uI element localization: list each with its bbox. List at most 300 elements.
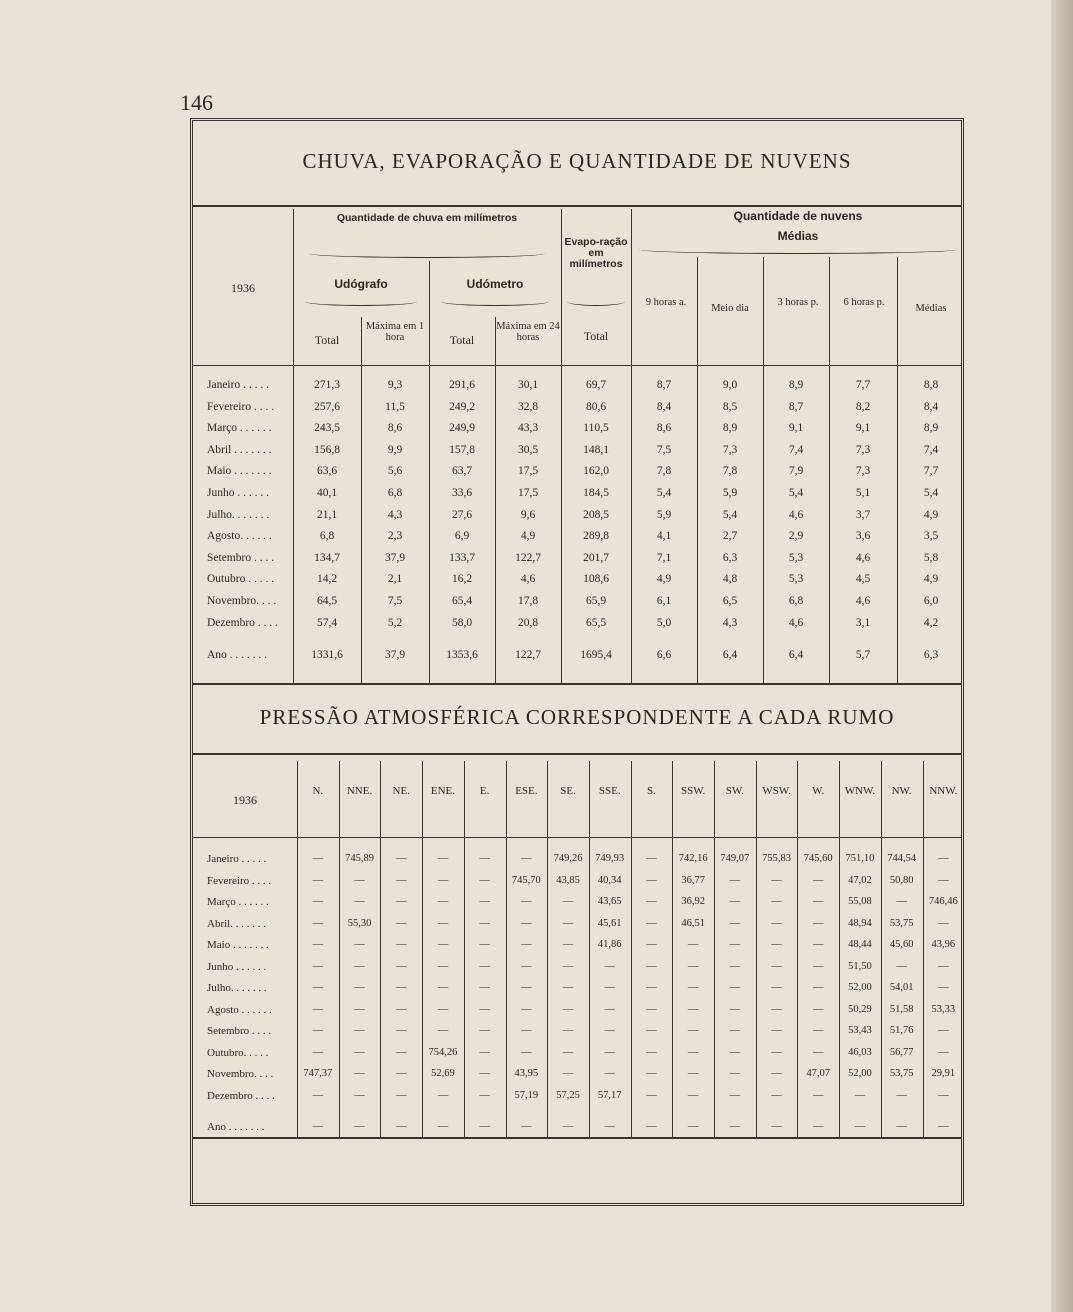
pressure-cell: 751,10 — [845, 853, 875, 864]
pressure-cell: — — [687, 960, 699, 972]
value-cell: 7,8 — [656, 465, 672, 478]
rain-table-title: CHUVA, EVAPORAÇÃO E QUANTIDADE DE NUVENS — [302, 149, 852, 173]
pressure-cell: — — [395, 853, 407, 864]
value-cell: 6,6 — [656, 649, 672, 661]
value-cell: 4,3 — [387, 508, 403, 521]
pressure-col-divider — [464, 761, 465, 1137]
row-label: Agosto . . . . . . — [207, 1003, 272, 1016]
value-cell: 122,7 — [515, 649, 541, 661]
pressure-cell: 43,96 — [931, 939, 956, 950]
pressure-cell: — — [562, 1025, 574, 1036]
row-label: Junho . . . . . . — [207, 487, 269, 499]
clouds-sub-header: Médias — [777, 229, 819, 243]
pressure-cell: — — [437, 960, 449, 972]
pressure-col-divider — [672, 761, 673, 1137]
pressure-cell: — — [354, 874, 365, 886]
row-label: Ano . . . . . . . — [207, 649, 268, 661]
value-cell: 7,1 — [656, 551, 672, 564]
pressure-cell: — — [312, 939, 324, 950]
value-cell: 33,6 — [451, 487, 473, 499]
value-cell: 8,9 — [923, 422, 939, 435]
value-cell: 6,5 — [722, 595, 738, 607]
pressure-cell: — — [812, 1121, 824, 1132]
pressure-cell: 52,00 — [848, 982, 872, 993]
direction-header: SE. — [560, 785, 576, 797]
pressure-cell: — — [395, 1003, 407, 1015]
value-cell: 69,7 — [585, 379, 607, 391]
value-cell: 4,2 — [923, 616, 939, 629]
row-label: Outubro. . . . . — [207, 1046, 269, 1059]
pressure-cell: 745,60 — [803, 853, 833, 864]
pressure-col-divider — [881, 761, 882, 1137]
col-3h: 3 horas p. — [777, 297, 819, 308]
value-cell: 7,8 — [722, 465, 738, 478]
pressure-cell: — — [729, 1121, 741, 1132]
pressure-cell: — — [646, 960, 657, 972]
pressure-cell: — — [646, 1003, 657, 1015]
value-cell: 32,8 — [517, 400, 539, 413]
pressure-col-divider — [923, 761, 924, 1137]
pressure-cell: — — [604, 1025, 615, 1036]
value-cell: 9,1 — [855, 422, 871, 435]
brace — [567, 297, 625, 306]
value-cell: 5,9 — [656, 508, 672, 521]
value-cell: 122,7 — [515, 551, 541, 564]
pressure-cell: — — [437, 917, 449, 929]
row-label: Março . . . . . . — [207, 896, 269, 908]
value-cell: 184,5 — [583, 487, 609, 499]
pressure-cell: — — [604, 982, 615, 993]
pressure-cell: — — [604, 960, 615, 972]
pressure-cell: 43,65 — [597, 896, 622, 907]
value-cell: 21,1 — [316, 508, 338, 521]
evaporation-header: Evapo-ração em milímetros — [564, 236, 628, 270]
pressure-cell: — — [604, 1003, 615, 1015]
col-noon: Meio dia — [711, 303, 749, 314]
col-max-24h: Máxima em 24 horas — [496, 321, 560, 343]
value-cell: 157,8 — [449, 443, 475, 456]
value-cell: 9,6 — [520, 508, 536, 521]
pressure-cell: — — [312, 874, 324, 886]
value-cell: 5,4 — [722, 508, 738, 521]
pressure-cell: — — [521, 1121, 532, 1132]
pressure-cell: — — [562, 1068, 574, 1079]
col-6h: 6 horas p. — [843, 297, 885, 308]
direction-header: NW. — [891, 785, 912, 797]
direction-header: WSW. — [762, 785, 791, 797]
pressure-cell: 57,25 — [556, 1089, 580, 1101]
value-cell: 80,6 — [585, 400, 607, 413]
pressure-cell: — — [354, 960, 365, 972]
pressure-cell: — — [312, 853, 324, 864]
pressure-cell: — — [687, 982, 699, 993]
value-cell: 2,7 — [722, 530, 738, 543]
pressure-cell: — — [562, 1046, 574, 1058]
pressure-cell: 43,85 — [556, 874, 580, 886]
value-cell: 5,7 — [855, 649, 871, 661]
pressure-cell: — — [771, 874, 782, 886]
pressure-cell: — — [729, 1068, 741, 1079]
pressure-cell: — — [938, 960, 949, 972]
pressure-cell: — — [312, 1003, 324, 1015]
pressure-cell: — — [395, 896, 407, 907]
pressure-cell: — — [896, 1121, 907, 1132]
value-cell: 6,8 — [319, 530, 335, 543]
value-cell: 2,9 — [788, 530, 804, 543]
value-cell: 6,9 — [454, 530, 470, 543]
pressure-cell: — — [938, 1089, 949, 1101]
pressure-cell: — — [395, 1089, 407, 1101]
value-cell: 16,2 — [451, 573, 473, 586]
pressure-cell: — — [896, 960, 907, 972]
pressure-cell: — — [938, 1046, 949, 1058]
pressure-cell: 754,26 — [428, 1046, 458, 1058]
value-cell: 8,9 — [788, 379, 804, 391]
value-cell: 5,9 — [722, 487, 738, 499]
value-cell: 134,7 — [314, 551, 340, 564]
direction-header: E. — [479, 785, 490, 797]
pressure-cell: — — [354, 1068, 365, 1079]
pressure-cell: — — [395, 1121, 407, 1132]
pressure-cell: — — [562, 917, 574, 929]
pressure-cell: — — [938, 982, 949, 993]
value-cell: 37,9 — [384, 551, 406, 564]
value-cell: 4,6 — [520, 573, 536, 586]
value-cell: 249,9 — [449, 422, 475, 435]
pressure-cell: — — [687, 1003, 699, 1015]
pressure-cell: — — [646, 1068, 657, 1079]
pressure-cell: — — [812, 1003, 824, 1015]
row-label: Outubro . . . . . — [207, 573, 275, 586]
pressure-cell: — — [771, 896, 782, 907]
row-label: Fevereiro . . . . — [207, 400, 275, 413]
pressure-cell: — — [771, 1003, 782, 1015]
pressure-cell: 52,69 — [431, 1068, 455, 1079]
direction-header: N. — [312, 785, 324, 797]
pressure-cell: — — [312, 1046, 324, 1058]
value-cell: 9,3 — [387, 379, 403, 391]
pressure-cell: 51,76 — [889, 1025, 914, 1036]
book-spine-edge — [1051, 0, 1073, 1312]
pressure-cell: — — [687, 1121, 699, 1132]
row-label: Julho. . . . . . . — [207, 508, 270, 521]
pressure-cell: — — [729, 960, 741, 972]
pressure-cell: 40,34 — [597, 874, 622, 886]
pressure-cell: 745,70 — [511, 874, 541, 886]
pressure-cell: — — [771, 1025, 782, 1036]
pressure-cell: — — [437, 1121, 449, 1132]
direction-header: NNW. — [929, 785, 958, 797]
value-cell: 4,6 — [855, 595, 871, 607]
pressure-cell: 53,43 — [848, 1025, 872, 1036]
pressure-cell: — — [771, 960, 782, 972]
value-cell: 5,1 — [855, 487, 871, 499]
pressure-cell: — — [562, 982, 574, 993]
value-cell: 7,3 — [855, 443, 871, 456]
pressure-cell: — — [687, 1068, 699, 1079]
value-cell: 14,2 — [316, 573, 338, 586]
pressure-col-divider — [422, 761, 423, 1137]
col-max-1h: Máxima em 1 hora — [365, 321, 425, 343]
pressure-cell: — — [479, 1003, 490, 1015]
row-label: Setembro . . . . — [207, 551, 275, 564]
row-label: Março . . . . . . — [207, 422, 272, 435]
value-cell: 7,5 — [656, 443, 672, 456]
pressure-cell: — — [812, 939, 824, 950]
value-cell: 63,7 — [451, 465, 473, 478]
value-cell: 6,8 — [788, 595, 804, 607]
pressure-cell: — — [812, 982, 824, 993]
value-cell: 1331,6 — [311, 649, 343, 661]
pressure-cell: — — [354, 1025, 365, 1036]
value-cell: 4,6 — [788, 508, 804, 521]
rain-quantity-header: Quantidade de chuva em milímetros — [336, 212, 518, 224]
value-cell: 7,7 — [923, 465, 939, 478]
row-label: Janeiro . . . . . — [207, 379, 269, 391]
pressure-cell: — — [312, 1025, 324, 1036]
direction-header: NNE. — [346, 785, 373, 797]
page-number: 146 — [180, 90, 213, 115]
pressure-cell: — — [395, 874, 407, 886]
pressure-cell: — — [687, 1025, 699, 1036]
pressure-cell: 48,94 — [848, 917, 872, 929]
pressure-cell: 744,54 — [887, 853, 917, 864]
pressure-cell: — — [729, 1025, 741, 1036]
pressure-cell: — — [771, 1121, 782, 1132]
row-label: Dezembro . . . . — [207, 616, 278, 629]
pressure-col-divider — [547, 761, 548, 1137]
pressure-cell: — — [646, 853, 657, 864]
pressure-cell: — — [521, 896, 532, 907]
value-cell: 43,3 — [517, 422, 539, 435]
pressure-cell: 50,29 — [848, 1003, 872, 1015]
pressure-cell: — — [646, 939, 657, 950]
pressure-cell: 57,17 — [597, 1089, 622, 1101]
value-cell: 110,5 — [583, 422, 609, 435]
pressure-cell: — — [729, 939, 741, 950]
rain-year-header: 1936 — [231, 281, 255, 295]
value-cell: 3,1 — [855, 616, 871, 629]
value-cell: 4,9 — [923, 508, 939, 521]
value-cell: 1353,6 — [446, 649, 478, 661]
brace — [639, 245, 957, 254]
pressure-cell: — — [521, 1046, 532, 1058]
value-cell: 291,6 — [449, 379, 475, 391]
rain-title-rule — [193, 205, 961, 207]
pressure-cell: 48,44 — [848, 939, 872, 950]
value-cell: 8,4 — [923, 400, 939, 413]
value-cell: 5,0 — [656, 616, 672, 629]
value-cell: 7,3 — [855, 465, 871, 478]
pressure-cell: 47,02 — [848, 874, 872, 886]
value-cell: 4,6 — [855, 551, 871, 564]
value-cell: 17,8 — [517, 595, 539, 607]
value-cell: 63,6 — [316, 465, 338, 478]
brace — [309, 249, 545, 258]
pressure-cell: — — [646, 917, 657, 929]
pressure-year-header: 1936 — [233, 793, 257, 807]
value-cell: 40,1 — [316, 487, 338, 499]
pressure-cell: — — [395, 917, 407, 929]
row-label: Novembro. . . . — [207, 595, 277, 607]
table-frame — [190, 118, 964, 1206]
value-cell: 8,4 — [656, 400, 672, 413]
value-cell: 4,6 — [788, 616, 804, 629]
value-cell: 17,5 — [517, 487, 539, 499]
value-cell: 6,4 — [788, 649, 804, 661]
col-averages: Médias — [915, 303, 947, 314]
pressure-cell: 54,01 — [889, 982, 914, 993]
value-cell: 58,0 — [451, 616, 473, 629]
pressure-col-divider — [631, 761, 632, 1137]
pressure-cell: — — [729, 874, 741, 886]
value-cell: 3,6 — [855, 530, 871, 543]
pressure-cell: 36,92 — [681, 896, 705, 907]
value-cell: 5,4 — [788, 487, 804, 499]
pressure-cell: 46,03 — [848, 1046, 872, 1058]
pressure-cell: — — [437, 1089, 449, 1101]
pressure-cell: — — [562, 960, 574, 972]
pressure-cell: — — [354, 1121, 365, 1132]
value-cell: 9,9 — [387, 443, 403, 456]
pressure-cell: — — [354, 896, 365, 907]
pressure-cell: — — [312, 1089, 324, 1101]
value-cell: 271,3 — [314, 379, 340, 391]
pressure-cell: 47,07 — [806, 1068, 831, 1079]
pressure-cell: — — [646, 874, 657, 886]
pressure-col-divider — [297, 761, 298, 1137]
row-label: Dezembro . . . . — [207, 1089, 275, 1102]
pressure-cell: — — [479, 896, 490, 907]
direction-header: W. — [812, 785, 825, 797]
pressure-cell: — — [687, 1046, 699, 1058]
row-label: Novembro. . . . — [207, 1068, 274, 1080]
pressure-cell: — — [562, 896, 574, 907]
pressure-col-divider — [589, 761, 590, 1137]
pressure-col-divider — [839, 761, 840, 1137]
pressure-col-divider — [506, 761, 507, 1137]
value-cell: 2,3 — [387, 530, 403, 543]
col-total: Total — [583, 329, 609, 343]
pressure-cell: — — [646, 1121, 657, 1132]
direction-header: ENE. — [430, 785, 455, 797]
value-cell: 3,5 — [923, 530, 939, 543]
pressure-cell: 45,60 — [889, 939, 914, 950]
pressure-cell: — — [938, 917, 949, 929]
pressure-cell: — — [395, 982, 407, 993]
pressure-bottom-rule — [193, 1137, 961, 1139]
value-cell: 133,7 — [449, 551, 475, 564]
value-cell: 4,9 — [923, 573, 939, 586]
pressure-col-divider — [797, 761, 798, 1137]
pressure-cell: — — [479, 874, 490, 886]
pressure-cell: — — [729, 982, 741, 993]
pressure-cell: — — [771, 982, 782, 993]
pressure-cell: — — [646, 982, 657, 993]
pressure-cell: 50,80 — [889, 874, 914, 886]
row-label: Ano . . . . . . . — [207, 1121, 265, 1133]
pressure-col-divider — [339, 761, 340, 1137]
direction-header: SSE. — [598, 785, 621, 797]
pressure-cell: 749,07 — [720, 853, 750, 864]
pressure-cell: 57,19 — [514, 1089, 539, 1101]
pressure-cell: — — [729, 896, 741, 907]
row-label: Abril. . . . . . . — [207, 917, 266, 930]
pressure-cell: — — [395, 939, 407, 950]
pressure-cell: 745,89 — [345, 853, 374, 864]
value-cell: 8,5 — [722, 400, 738, 413]
pressure-col-divider — [380, 761, 381, 1137]
pressure-cell: 36,77 — [681, 874, 705, 886]
value-cell: 6,1 — [656, 595, 672, 607]
pressure-cell: — — [812, 896, 824, 907]
pressure-cell: — — [312, 960, 324, 972]
value-cell: 3,7 — [855, 508, 871, 521]
value-cell: 9,1 — [788, 422, 804, 435]
pressure-cell: 43,95 — [514, 1068, 539, 1079]
pressure-cell: — — [896, 896, 907, 907]
pressure-cell: — — [771, 1046, 782, 1058]
pressure-cell: — — [729, 917, 741, 929]
pressure-cell: — — [646, 1046, 657, 1058]
value-cell: 1695,4 — [580, 649, 612, 661]
row-label: Fevereiro . . . . — [207, 874, 272, 887]
direction-header: S. — [647, 785, 656, 797]
pressure-cell: 52,00 — [848, 1068, 872, 1079]
row-label: Agosto. . . . . . — [207, 530, 272, 543]
pressure-cell: — — [395, 960, 407, 972]
value-cell: 57,4 — [316, 616, 338, 629]
pressure-cell: 749,26 — [553, 853, 583, 864]
pressure-col-divider — [756, 761, 757, 1137]
value-cell: 5,4 — [923, 487, 939, 499]
pressure-cell: — — [938, 874, 949, 886]
pressure-title-rule — [193, 753, 961, 755]
pressure-cell: — — [354, 1089, 365, 1101]
value-cell: 4,5 — [855, 573, 871, 586]
pressure-cell: — — [812, 874, 824, 886]
row-label: Janeiro . . . . . — [207, 853, 267, 865]
rain-header-rule — [193, 365, 961, 366]
pressure-cell: — — [354, 982, 365, 993]
pressure-cell: — — [812, 1025, 824, 1036]
pressure-cell: 29,91 — [931, 1068, 956, 1079]
value-cell: 8,7 — [656, 379, 672, 391]
value-cell: 65,9 — [585, 595, 607, 607]
value-cell: 65,5 — [585, 616, 607, 629]
value-cell: 257,6 — [314, 400, 340, 413]
pressure-cell: — — [771, 917, 782, 929]
value-cell: 4,3 — [722, 616, 738, 629]
pressure-cell: — — [395, 1068, 407, 1079]
pressure-cell: — — [479, 939, 490, 950]
value-cell: 64,5 — [316, 595, 338, 607]
pressure-cell: — — [437, 874, 449, 886]
pressure-cell: — — [938, 853, 949, 864]
pressure-cell: — — [687, 1089, 699, 1101]
pressure-cell: — — [646, 1089, 657, 1101]
value-cell: 65,4 — [451, 595, 473, 607]
pressure-cell: — — [437, 1025, 449, 1036]
pressure-cell: 51,58 — [889, 1003, 914, 1015]
pressure-cell: — — [938, 1121, 949, 1132]
pressure-cell: — — [479, 1046, 490, 1058]
pressure-cell: — — [437, 1003, 449, 1015]
value-cell: 289,8 — [583, 530, 609, 543]
pressure-cell: — — [354, 1046, 365, 1058]
value-cell: 7,9 — [788, 465, 804, 478]
pressure-cell: 41,86 — [597, 939, 622, 950]
